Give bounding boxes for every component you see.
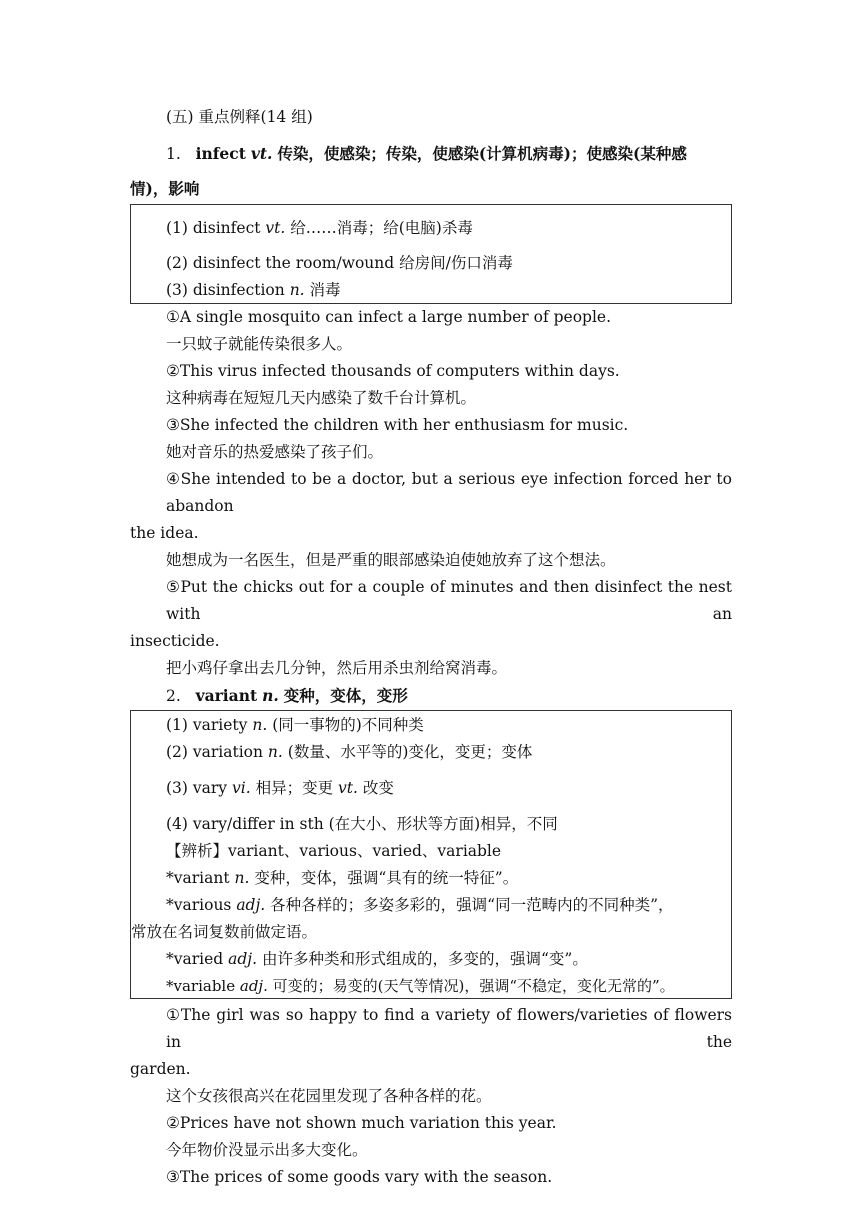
entry-1-pos: vt. [250, 144, 273, 163]
example-en: ⑤Put the chicks out for a couple of minutes and then disinfect the nest with an [166, 578, 732, 623]
entry-1-def-line2: 情)，影响 [130, 179, 200, 198]
example-en: ③The prices of some goods vary with the season. [166, 1168, 553, 1186]
box1-line-1: (1) disinfect vt. 给……消毒；给(电脑)杀毒 [166, 219, 473, 237]
box2-line-7b: 常放在名词复数前做定语。 [131, 923, 318, 941]
box2-line-1: (1) variety n. (同一事物的)不同种类 [166, 716, 424, 734]
box1-line-3: (3) disinfection n. 消毒 [166, 281, 341, 299]
example-en: ①A single mosquito can infect a large number of people. [166, 308, 612, 326]
box2-line-5: 【辨析】variant、various、varied、variable [166, 842, 502, 860]
example-en: ④She intended to be a doctor, but a serious eye infection forced her to abandon [166, 470, 732, 515]
box2-line-8: *varied adj. 由许多种类和形式组成的，多变的，强调“变”。 [166, 950, 588, 968]
example-en-cont: the idea. [130, 524, 199, 542]
entry-2-examples [130, 1002, 732, 1191]
entry-2-word: variant [195, 686, 258, 705]
box2-line-9: *variable adj. 可变的；易变的(天气等情况)，强调“不稳定，变化无常的”。 [166, 977, 675, 995]
box2-line-2: (2) variation n. (数量、水平等的)变化，变更；变体 [166, 743, 533, 761]
example-en: ③She infected the children with her enthusiasm for music. [166, 416, 629, 434]
section-title: (五) 重点例释(14 组) [166, 108, 313, 126]
box2-line-7: *various adj. 各种各样的；多姿多彩的，强调“同一范畴内的不同种类”， [166, 896, 674, 914]
example-zh: 她想成为一名医生，但是严重的眼部感染迫使她放弃了这个想法。 [166, 551, 616, 569]
entry-1-number: 1. [166, 145, 181, 163]
example-zh: 把小鸡仔拿出去几分钟，然后用杀虫剂给窝消毒。 [166, 659, 508, 677]
example-zh: 今年物价没显示出多大变化。 [166, 1141, 368, 1159]
entry-1-box [130, 204, 732, 304]
example-zh: 这种病毒在短短几天内感染了数千台计算机。 [166, 389, 477, 407]
box1-line-2: (2) disinfect the room/wound 给房间/伤口消毒 [166, 254, 513, 272]
example-en: ②Prices have not shown much variation this year. [166, 1114, 557, 1132]
example-zh: 一只蚊子就能传染很多人。 [166, 335, 353, 353]
entry-2-heading [130, 682, 732, 710]
entry-2-def: 变种，变体，变形 [283, 686, 408, 705]
box2-line-3: (3) vary vi. 相异；变更 vt. 改变 [166, 779, 394, 797]
document-page [130, 100, 732, 1191]
box2-line-4: (4) vary/differ in sth (在大小、形状等方面)相异，不同 [166, 815, 558, 833]
example-en: ①The girl was so happy to find a variety of flowers/varieties of flowers in the [166, 1006, 732, 1051]
entry-1-heading [130, 140, 732, 168]
entry-2-pos: n. [262, 686, 279, 705]
example-en: ②This virus infected thousands of computers within days. [166, 362, 620, 380]
example-en-cont: garden. [130, 1060, 191, 1078]
box2-line-6: *variant n. 变种，变体，强调“具有的统一特征”。 [166, 869, 519, 887]
entry-2-number: 2. [166, 687, 181, 705]
entry-2-box [130, 710, 732, 999]
entry-1-word: infect [195, 144, 246, 163]
example-en-cont: insecticide. [130, 632, 220, 650]
example-zh: 这个女孩很高兴在花园里发现了各种各样的花。 [166, 1087, 492, 1105]
entry-1-def-line1: 传染，使感染；传染，使感染(计算机病毒)；使感染(某种感 [277, 144, 687, 163]
entry-1-examples [130, 304, 732, 682]
example-zh: 她对音乐的热爱感染了孩子们。 [166, 443, 384, 461]
